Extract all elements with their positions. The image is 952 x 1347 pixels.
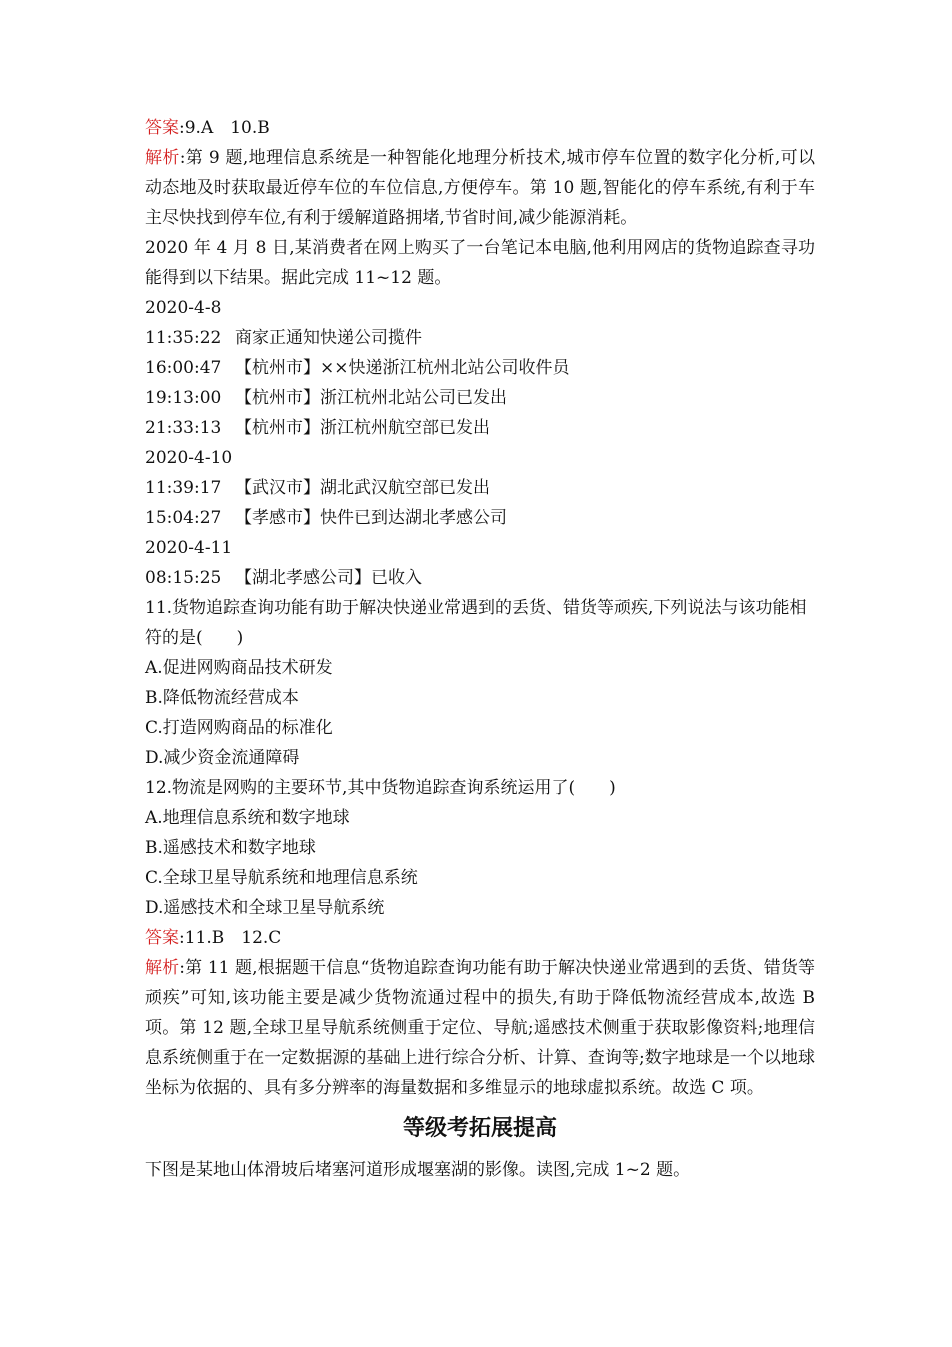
analysis-text: :第 9 题,地理信息系统是一种智能化地理分析技术,城市停车位置的数字化分析,可以动态地及时获取最近停车位的车位信息,方便停车。第 10 题,智能化的停车系统,有利于车主尽快找到停车位,有利于缓解道路拥堵,节省时间,减少能源消耗。 (145, 148, 816, 228)
answer-11-12 (145, 923, 815, 953)
tracking-entry (145, 413, 815, 443)
analysis-text: :第 11 题,根据题干信息“货物追踪查询功能有助于解决快递业常遇到的丢货、错货等顽疾”可知,该功能主要是减少货物流通过程中的损失,有助于降低物流经营成本,故选 B 项。第 12 题,全球卫星导航系统侧重于定位、导航;遥感技术侧重于获取影像资料;地理信息系统侧重于在一定数据源的基础上进行综合分析、计算、查询等;数字地球是一个以地球坐标为依据的、具有多分辨率的海量数据和多维显示的地球虚拟系统。故选 C 项。 (145, 958, 816, 1098)
analysis-label: 解析 (145, 958, 180, 978)
answer-label: 答案 (145, 928, 179, 948)
tracking-status: 【杭州市】浙江杭州北站公司已发出 (235, 388, 507, 408)
tracking-date: 2020-4-11 (145, 538, 233, 558)
question-11-option-c: C.打造网购商品的标准化 (145, 718, 333, 738)
tracking-status: 【武汉市】湖北武汉航空部已发出 (235, 478, 490, 498)
tracking-date: 2020-4-10 (145, 448, 233, 468)
answer-text: :11.B 12.C (179, 928, 282, 948)
tracking-status: 【杭州市】浙江杭州航空部已发出 (235, 418, 490, 438)
question-12-stem: 12.物流是网购的主要环节,其中货物追踪查询系统运用了( ) (145, 778, 616, 798)
tracking-date: 2020-4-8 (145, 298, 222, 318)
question-intro: 2020 年 4 月 8 日,某消费者在网上购买了一台笔记本电脑,他利用网店的货物追踪查寻功能得到以下结果。据此完成 11~12 题。 (145, 238, 815, 288)
tracking-entry (145, 353, 815, 383)
tracking-entry (145, 383, 815, 413)
tracking-entry (145, 323, 815, 353)
analysis-11-12 (145, 953, 815, 1103)
tracking-time: 11:39:17 (145, 478, 222, 498)
analysis-9-10 (145, 143, 815, 233)
tracking-time: 15:04:27 (145, 508, 222, 528)
tracking-entry (145, 473, 815, 503)
tracking-status: 【杭州市】××快递浙江杭州北站公司收件员 (235, 358, 570, 378)
analysis-label: 解析 (145, 148, 180, 168)
tracking-status: 商家正通知快递公司揽件 (235, 328, 422, 348)
tracking-status: 【湖北孝感公司】已收入 (235, 568, 422, 588)
question-12-option-b: B.遥感技术和数字地球 (145, 838, 316, 858)
tracking-status: 【孝感市】快件已到达湖北孝感公司 (235, 508, 507, 528)
question-11-stem: 11.货物追踪查询功能有助于解决快递业常遇到的丢货、错货等顽疾,下列说法与该功能相符的是( ) (145, 598, 807, 648)
tracking-time: 21:33:13 (145, 418, 222, 438)
answer-label: 答案 (145, 118, 179, 138)
answer-text: :9.A 10.B (179, 118, 270, 138)
tracking-time: 19:13:00 (145, 388, 222, 408)
closing-prompt: 下图是某地山体滑坡后堵塞河道形成堰塞湖的影像。读图,完成 1~2 题。 (145, 1160, 691, 1180)
question-11-option-d: D.减少资金流通障碍 (145, 748, 300, 768)
document-page (145, 113, 815, 1185)
section-title: 等级考拓展提高 (402, 1116, 557, 1141)
question-11-option-a: A.促进网购商品技术研发 (145, 658, 333, 678)
question-12-option-a: A.地理信息系统和数字地球 (145, 808, 350, 828)
question-12-option-c: C.全球卫星导航系统和地理信息系统 (145, 868, 418, 888)
question-12-option-d: D.遥感技术和全球卫星导航系统 (145, 898, 385, 918)
tracking-entry (145, 563, 815, 593)
answer-9-10 (145, 113, 815, 143)
tracking-time: 08:15:25 (145, 568, 222, 588)
tracking-time: 16:00:47 (145, 358, 222, 378)
tracking-entry (145, 503, 815, 533)
tracking-time: 11:35:22 (145, 328, 222, 348)
question-11-option-b: B.降低物流经营成本 (145, 688, 299, 708)
